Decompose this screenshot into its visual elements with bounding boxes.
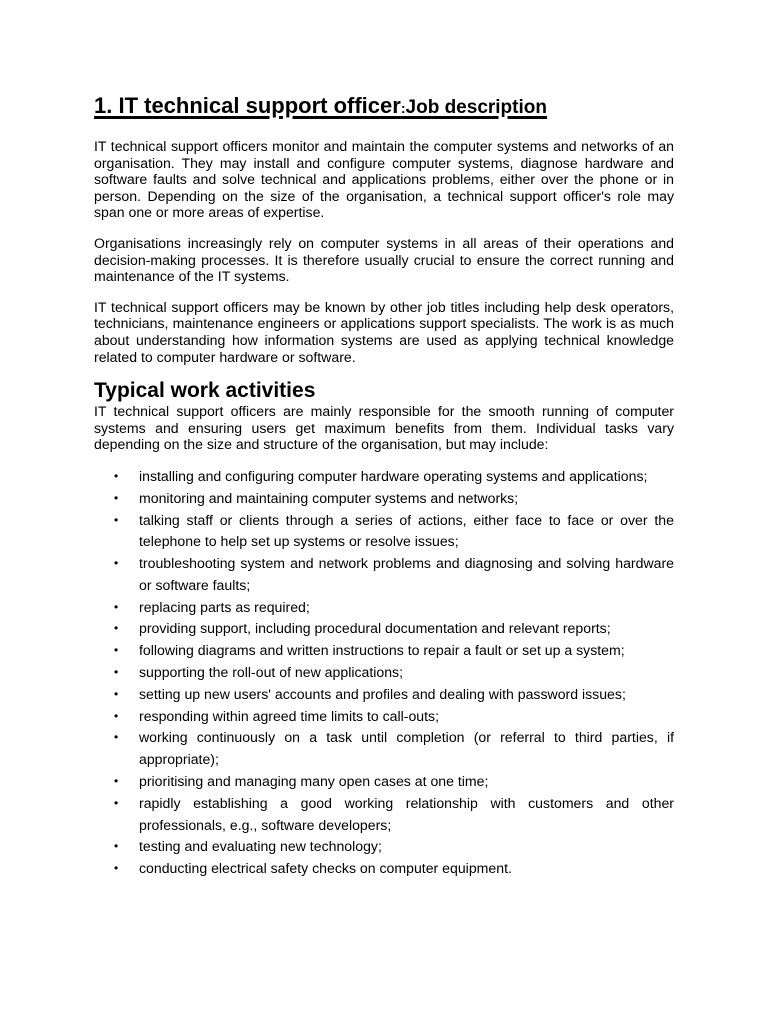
bullet-icon: •: [114, 468, 119, 483]
bullet-icon: •: [114, 490, 119, 505]
list-item: [94, 836, 674, 858]
list-item-text: providing support, including procedural documentation and relevant reports;: [139, 620, 611, 637]
section-intro: IT technical support officers are mainly responsible for the smooth running of computer systems and ensuring users get maximum benefits from them. Individual tasks vary depending on the size and structure of the organisation, but may include:: [94, 403, 674, 453]
list-item-text: talking staff or clients through a series of actions, either face to face or over the telephone to help set up systems or resolve issues;: [139, 511, 674, 550]
list-item-text: responding within agreed time limits to call-outs;: [139, 707, 440, 724]
paragraph: IT technical support officers monitor and maintain the computer systems and networks of an organisation. They may install and configure computer systems, diagnose hardware and software faults and solve technical and applications problems, either over the phone or in person. Depending on the size of the organisation, a technical support officer's role may span one or more areas of expertise.: [94, 138, 674, 221]
bullet-icon: •: [114, 643, 119, 658]
section-heading: Typical work activities: [94, 379, 316, 403]
list-item-text: following diagrams and written instructions to repair a fault or set up a system;: [139, 642, 625, 659]
list-item: [94, 510, 674, 554]
bullet-icon: •: [114, 665, 119, 680]
bullet-icon: •: [114, 839, 119, 854]
list-item: [94, 488, 674, 510]
list-item: [94, 597, 674, 619]
bullet-icon: •: [114, 708, 119, 723]
list-item-text: conducting electrical safety checks on computer equipment.: [139, 860, 512, 877]
list-item: [94, 640, 674, 662]
list-item: [94, 727, 674, 771]
bullet-icon: •: [114, 795, 119, 810]
list-item-text: testing and evaluating new technology;: [139, 838, 382, 855]
list-item-text: troubleshooting system and network problems and diagnosing and solving hardware or software faults;: [139, 555, 674, 593]
list-item-text: prioritising and managing many open cases at one time;: [139, 773, 489, 790]
title-separator: :: [400, 100, 406, 116]
list-item: [94, 858, 674, 880]
bullet-icon: •: [114, 686, 119, 701]
list-item: [94, 662, 674, 684]
bullet-icon: •: [114, 861, 119, 876]
bullet-icon: •: [114, 730, 119, 745]
page-title: [94, 88, 674, 122]
bullet-icon: •: [114, 512, 119, 527]
list-item: [94, 771, 674, 793]
bullet-icon: •: [114, 599, 119, 614]
paragraph: IT technical support officers may be known by other job titles including help desk operators, technicians, maintenance engineers or applications support specialists. The work is as much about understanding how information systems are used as applying technical knowledge related to computer hardware or software.: [94, 298, 674, 365]
list-item: [94, 793, 674, 837]
list-item: [94, 684, 674, 706]
list-item: [94, 466, 674, 488]
list-item: [94, 706, 674, 728]
activity-list: [94, 466, 674, 880]
title-subtitle: Job description: [405, 97, 547, 118]
bullet-icon: •: [114, 774, 119, 789]
list-item: [94, 553, 674, 597]
list-item-text: replacing parts as required;: [139, 598, 310, 615]
list-item-text: working continuously on a task until completion (or referral to third parties, if appropriate);: [139, 729, 674, 768]
paragraph: Organisations increasingly rely on computer systems in all areas of their operations and decision-making processes. It is therefore usually crucial to ensure the correct running and maintenance of the IT systems.: [94, 234, 674, 285]
title-main: 1. IT technical support officer: [94, 93, 401, 118]
list-item-text: installing and configuring computer hardware operating systems and applications;: [139, 467, 648, 484]
list-item-text: setting up new users' accounts and profiles and dealing with password issues;: [139, 685, 626, 702]
list-item-text: supporting the roll-out of new applications;: [139, 664, 404, 681]
bullet-icon: •: [114, 556, 119, 571]
list-item-text: rapidly establishing a good working relationship with customers and other professionals, e.g., software developers;: [139, 794, 674, 833]
list-item: [94, 618, 674, 640]
bullet-icon: •: [114, 621, 119, 636]
list-item-text: monitoring and maintaining computer systems and networks;: [139, 489, 519, 506]
